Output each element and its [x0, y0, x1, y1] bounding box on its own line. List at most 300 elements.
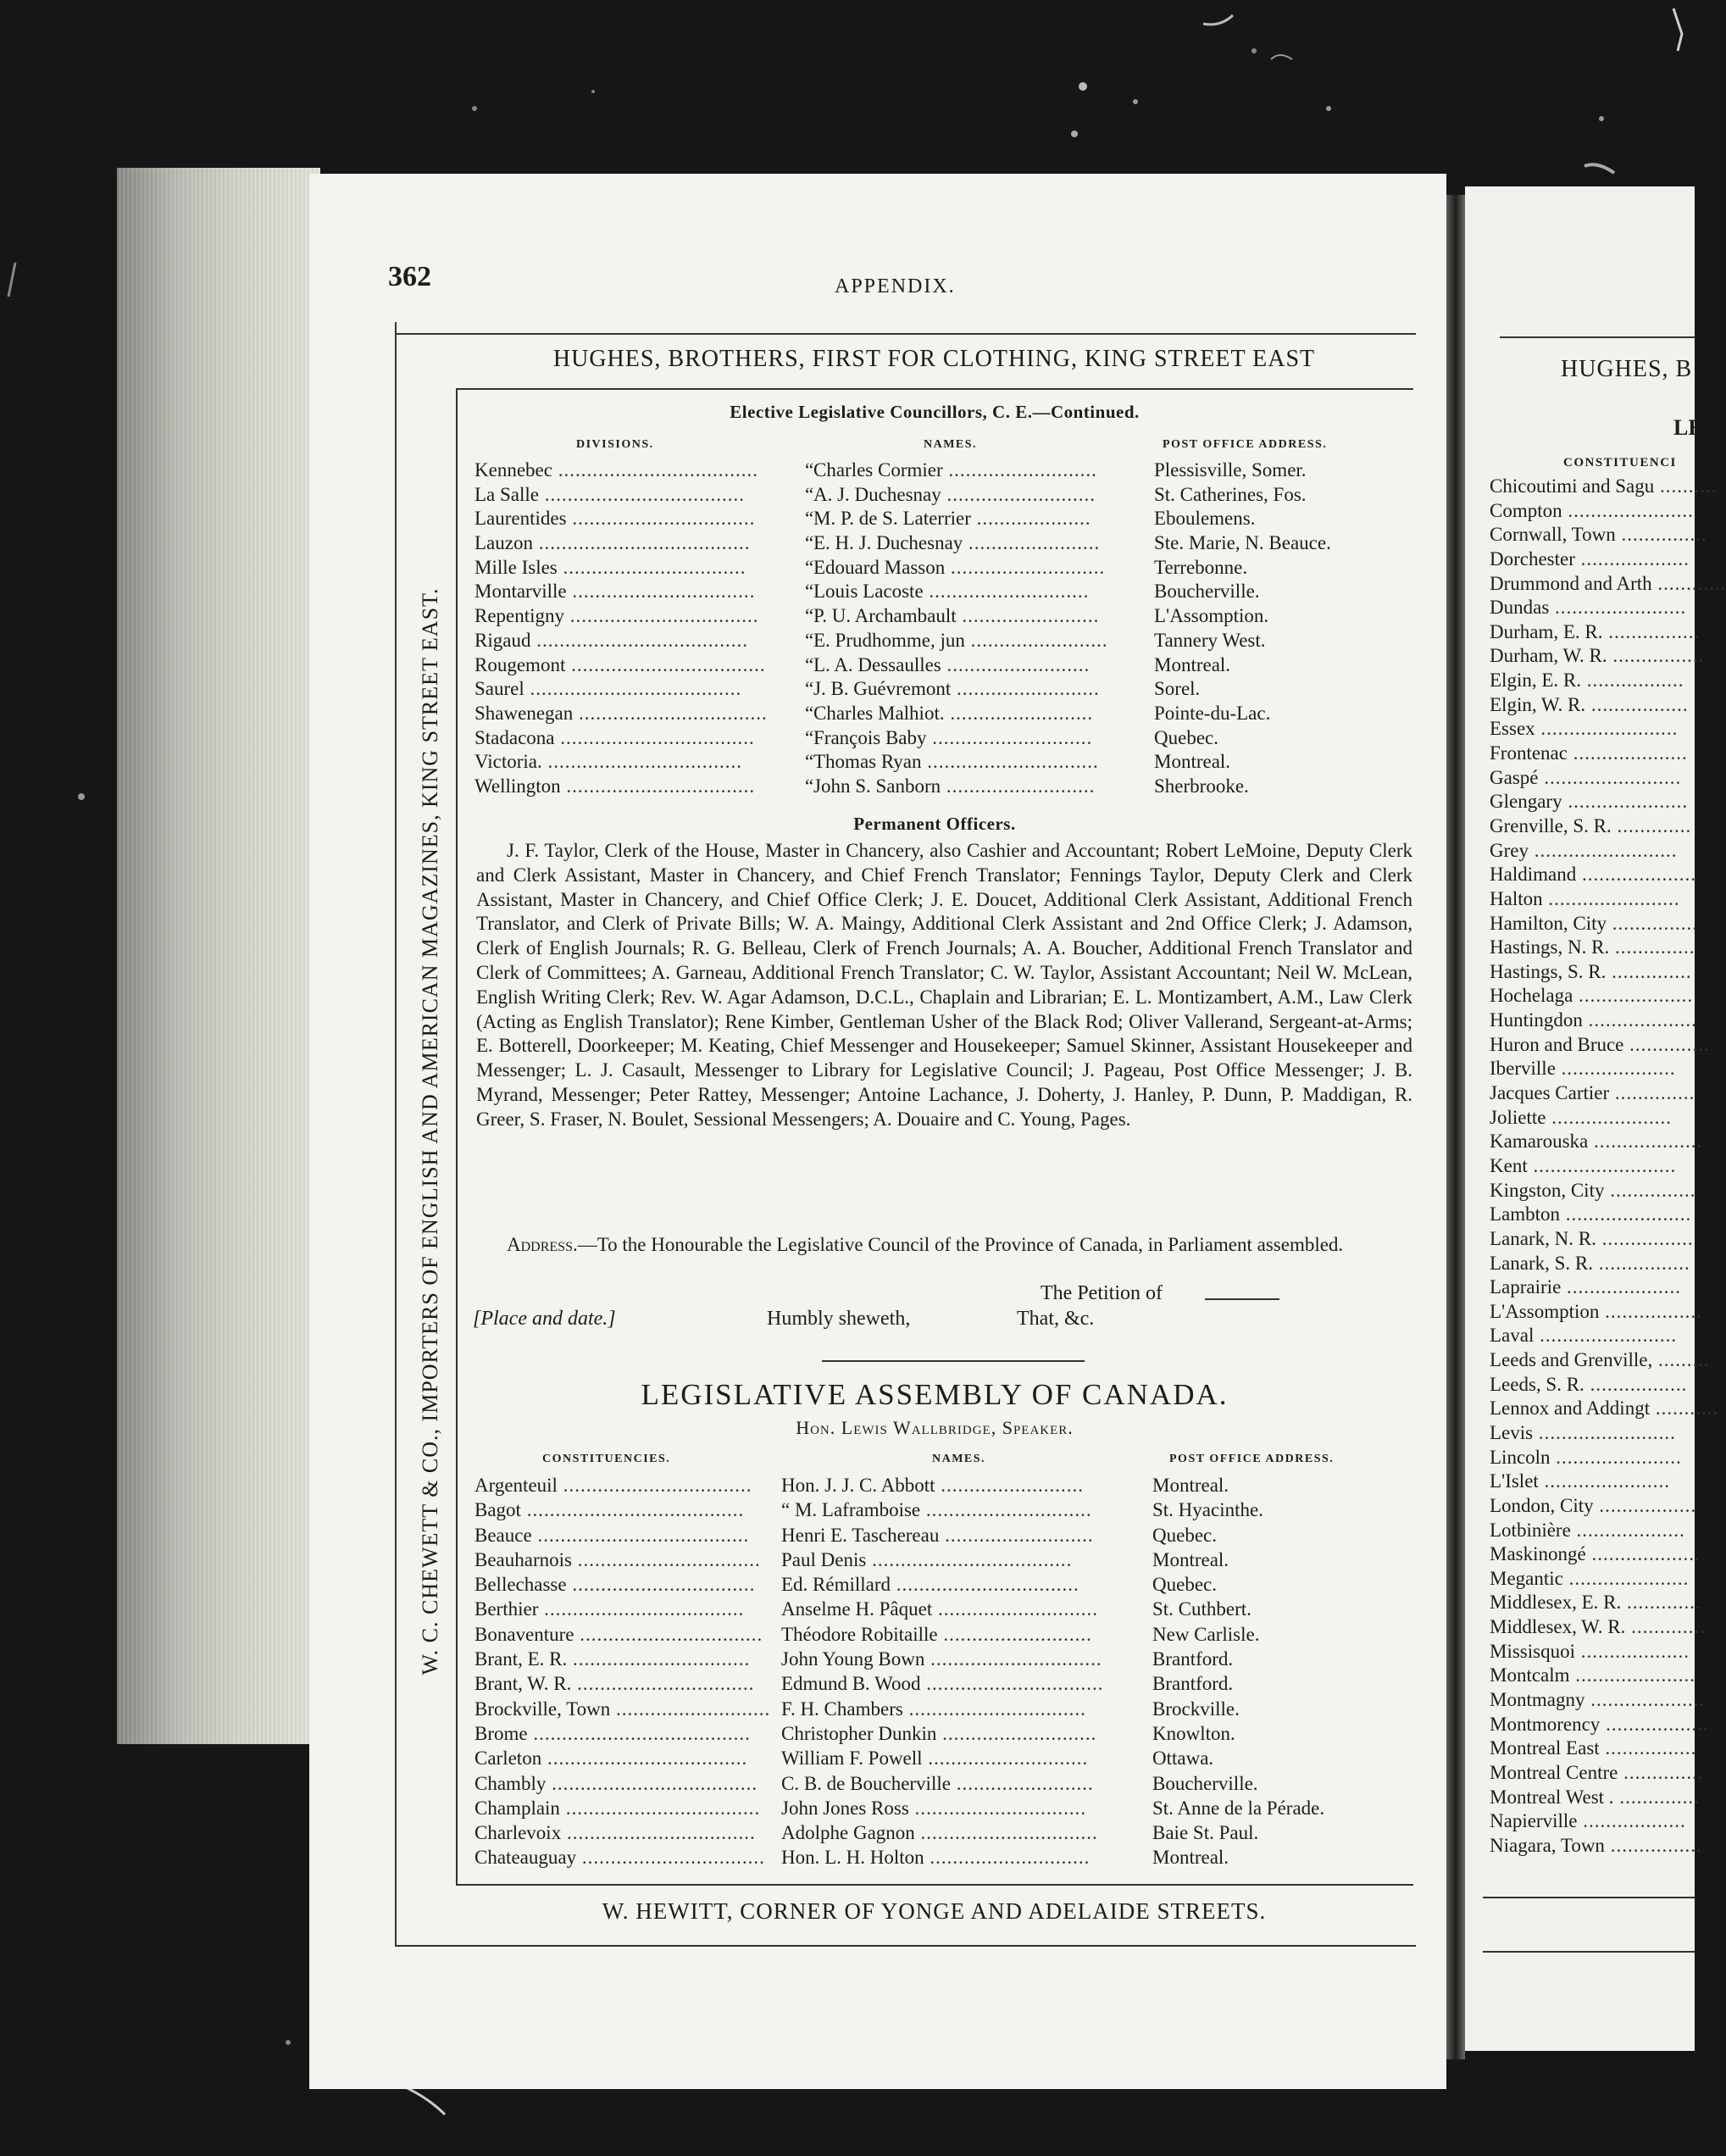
constituency-cell: [475, 1523, 749, 1548]
table-row: [475, 750, 1415, 775]
column-head-names: NAMES.: [932, 1453, 986, 1465]
post-office-address: Brantford.: [1152, 1648, 1234, 1670]
constituency-name: Grey: [1490, 839, 1529, 861]
constituency-name: Montmagny: [1490, 1689, 1585, 1711]
table-row: [475, 604, 1415, 629]
division-cell: [475, 726, 755, 751]
dot-leader: .................: [1599, 1300, 1702, 1322]
list-item: [1490, 717, 1710, 742]
right-page-ad: HUGHES, B: [1561, 356, 1693, 382]
table-row: [475, 1548, 1415, 1572]
ditto-mark: “: [805, 508, 814, 530]
list-item: [1490, 693, 1710, 718]
dot-leader: ......................: [1562, 499, 1694, 521]
name-cell: [813, 580, 1089, 604]
post-office-address: St. Cuthbert.: [1152, 1598, 1251, 1620]
dot-leader: ......................: [1550, 1446, 1682, 1468]
dot-leader: ...................: [1574, 1640, 1690, 1662]
officers-title: Permanent Officers.: [853, 814, 1016, 834]
constituency-name: Middlesex, E. R.: [1490, 1592, 1622, 1614]
constituency-name: Hastings, N. R.: [1490, 936, 1610, 959]
constituency-name: Hochelaga: [1490, 985, 1573, 1007]
list-item: [1490, 1761, 1710, 1786]
ditto-mark: “: [805, 678, 814, 700]
councillor-name: Thomas Ryan: [813, 751, 922, 773]
dot-leader: ............................: [932, 1598, 1098, 1620]
constituency-cell: [475, 1572, 755, 1597]
constituency-cell: [475, 1498, 744, 1522]
list-item: [1490, 960, 1710, 985]
dot-leader: ...................................: [539, 483, 745, 505]
table-row: [475, 483, 1415, 508]
dot-leader: ................: [1599, 1737, 1697, 1759]
name-cell: [781, 1671, 1103, 1696]
dot-leader: ................................: [566, 1574, 756, 1596]
dot-leader: ..........................: [941, 775, 1096, 797]
list-item: [1490, 1519, 1710, 1543]
dot-leader: ....................: [1567, 742, 1688, 764]
dot-leader: ............................: [926, 726, 1093, 748]
dot-leader: ..........................: [942, 459, 1097, 481]
division-name: Laurentides: [475, 508, 567, 530]
dot-leader: ...................: [1588, 1131, 1703, 1153]
list-item: [1490, 912, 1710, 936]
list-item: [1490, 863, 1710, 887]
dot-leader: ....................: [1561, 1276, 1682, 1298]
dot-leader: ....................: [1584, 1689, 1706, 1711]
dot-leader: ............: [1651, 572, 1726, 594]
constituency-name: Cornwall, Town: [1490, 524, 1616, 546]
place-and-date: [Place and date.]: [473, 1308, 616, 1330]
division-cell: [475, 483, 745, 508]
constituency-name: Montreal Centre: [1490, 1761, 1618, 1783]
dot-leader: ...................................: [866, 1548, 1073, 1570]
dot-leader: ...............................: [914, 1822, 1098, 1844]
dot-leader: ................: [1607, 645, 1705, 667]
constituency-name: Grenville, S. R.: [1490, 814, 1612, 836]
table-row: [475, 1647, 1415, 1671]
dot-leader: ...................: [1582, 1009, 1697, 1031]
post-office-address: St. Anne de la Pérade.: [1152, 1797, 1325, 1819]
ditto-mark: “: [805, 605, 814, 627]
constituency-name: Brant, E. R.: [475, 1648, 568, 1670]
page-number: 362: [388, 261, 431, 292]
ditto-mark: “: [805, 775, 814, 797]
running-head: APPENDIX.: [835, 275, 956, 297]
constituency-name: Chicoutimi and Sagu: [1490, 475, 1655, 497]
dot-leader: ....................: [1573, 985, 1694, 1007]
constituency-name: Glengary: [1490, 791, 1562, 813]
page-edge: [117, 168, 320, 1744]
list-item: [1490, 572, 1726, 597]
dot-leader: .................................: [573, 702, 768, 724]
division-cell: [475, 775, 755, 799]
assembly-title: LEGISLATIVE ASSEMBLY OF CANADA.: [641, 1378, 1229, 1411]
constituency-cell: [475, 1746, 747, 1770]
constituency-cell: [475, 1671, 754, 1696]
post-office-address: Sherbrooke.: [1154, 775, 1249, 797]
constituency-name: Niagara, Town: [1490, 1834, 1605, 1856]
name-cell: [781, 1771, 1094, 1796]
name-cell: [781, 1647, 1102, 1671]
dot-leader: ..............: [1623, 1033, 1710, 1055]
constituency-name: Lotbinière: [1490, 1519, 1571, 1541]
dot-leader: .............: [1621, 1592, 1701, 1614]
list-item: [1490, 1033, 1710, 1058]
dot-leader: ..............: [1609, 1082, 1695, 1104]
list-item: [1490, 1106, 1710, 1131]
member-name: Hon. L. H. Holton: [781, 1847, 924, 1869]
list-item: [1490, 1688, 1710, 1713]
table-row: [475, 1597, 1415, 1621]
petition-of-label: The Petition of: [1041, 1282, 1163, 1304]
constituency-name: Montcalm: [1490, 1664, 1570, 1686]
dot-leader: ..............: [1618, 1761, 1704, 1783]
dot-leader: ........................: [1534, 1325, 1678, 1347]
post-office-address: Montreal.: [1152, 1475, 1229, 1496]
list-item: [1490, 766, 1710, 791]
dot-leader: ...............................: [571, 1673, 755, 1695]
division-cell: [475, 580, 755, 604]
post-office-address: Ottawa.: [1152, 1748, 1214, 1770]
right-page-rule: [1483, 1951, 1695, 1953]
list-item: [1490, 1009, 1710, 1033]
name-cell: [813, 775, 1095, 799]
ditto-mark: “: [805, 459, 814, 481]
dot-leader: ................................: [576, 1847, 765, 1869]
name-cell: [781, 1597, 1098, 1621]
division-name: Mille Isles: [475, 556, 558, 578]
dot-leader: ..............................: [924, 1648, 1102, 1670]
member-name: Henri E. Taschereau: [781, 1524, 940, 1546]
post-office-address: Montreal.: [1152, 1548, 1229, 1570]
constituency-name: Hastings, S. R.: [1490, 960, 1607, 982]
councillor-name: L. A. Dessaulles: [813, 653, 941, 675]
constituency-name: Essex: [1490, 718, 1535, 740]
constituency-name: Huntingdon: [1490, 1009, 1583, 1031]
division-name: Victoria.: [475, 751, 542, 773]
constituency-cell: [475, 1820, 756, 1845]
dot-leader: ...........................: [945, 556, 1106, 578]
dot-leader: ..........................: [941, 483, 1096, 505]
dot-leader: ................: [1602, 620, 1701, 642]
dot-leader: ...................................: [541, 1748, 748, 1770]
dot-leader: ...............: [1607, 912, 1698, 934]
division-cell: [475, 458, 758, 483]
constituency-name: Chateauguay: [475, 1847, 577, 1869]
section-divider: [822, 1360, 1085, 1362]
dot-leader: ..............................: [921, 751, 1099, 773]
dot-leader: ..............: [1613, 1786, 1700, 1808]
post-office-address: Brantford.: [1152, 1673, 1234, 1695]
dot-leader: .........................: [935, 1475, 1084, 1496]
list-item: [1490, 1591, 1710, 1615]
dot-leader: .................: [1585, 693, 1689, 715]
column-head-address: POST OFFICE ADDRESS.: [1169, 1453, 1335, 1465]
post-office-address: Pointe-du-Lac.: [1154, 702, 1271, 724]
member-name: Paul Denis: [781, 1548, 867, 1570]
post-office-address: St. Catherines, Fos.: [1154, 483, 1307, 505]
division-name: Rougemont: [475, 653, 566, 675]
constituency-name: Dorchester: [1490, 547, 1575, 570]
list-item: [1490, 1300, 1710, 1325]
ditto-mark: “: [805, 629, 814, 651]
table-row: [475, 677, 1415, 702]
dot-leader: ...................: [1585, 1543, 1701, 1565]
dot-leader: .....................: [1562, 1567, 1690, 1589]
name-cell: [781, 1697, 1086, 1721]
councillor-name: M. P. de S. Laterrier: [813, 508, 971, 530]
constituency-name: Compton: [1490, 499, 1562, 521]
name-cell: [813, 604, 1099, 629]
constituency-name: Brant, W. R.: [475, 1673, 572, 1695]
member-name: Anselme H. Pâquet: [781, 1598, 933, 1620]
division-cell: [475, 750, 742, 775]
list-item: [1490, 1154, 1710, 1179]
division-name: Montarville: [475, 581, 567, 603]
dot-leader: ...........................: [610, 1698, 771, 1720]
dot-leader: .................: [1580, 670, 1684, 692]
councillor-name: Charles Cormier: [813, 459, 943, 481]
constituency-name: Frontenac: [1490, 742, 1568, 764]
constituency-name: Leeds and Grenville,: [1490, 1349, 1653, 1371]
dot-leader: .......................: [963, 532, 1101, 554]
list-item: [1490, 1275, 1710, 1300]
constituency-name: Drummond and Arth: [1490, 572, 1652, 594]
table-row: [475, 629, 1415, 653]
name-cell: [781, 1473, 1084, 1498]
dot-leader: .....................................: [531, 1524, 750, 1546]
division-cell: [475, 653, 766, 678]
dot-leader: .................: [1584, 1373, 1688, 1395]
ditto-mark: “: [805, 532, 814, 554]
list-item: [1490, 620, 1710, 645]
constituency-name: Durham, W. R.: [1490, 645, 1607, 667]
table-row: [475, 507, 1415, 531]
post-office-address: Sorel.: [1154, 678, 1201, 700]
dot-leader: ..................: [1577, 1810, 1686, 1832]
name-cell: [781, 1845, 1090, 1870]
constituency-name: Beauharnois: [475, 1548, 572, 1570]
book-gutter: [1446, 195, 1465, 2059]
list-item: [1490, 839, 1710, 864]
constituency-cell: [475, 1697, 770, 1721]
councillor-name: E. Prudhomme, jun: [813, 629, 965, 651]
list-item: [1490, 1324, 1710, 1348]
dot-leader: ...................: [1570, 1519, 1685, 1541]
dot-leader: .........................: [941, 653, 1091, 675]
constituency-name: Gaspé: [1490, 766, 1539, 788]
member-name: F. H. Chambers: [781, 1698, 903, 1720]
table-row: [475, 1721, 1415, 1746]
dot-leader: .....................: [1562, 791, 1689, 813]
name-cell: [781, 1721, 1096, 1746]
dot-leader: ................: [1596, 1227, 1694, 1249]
dot-leader: .............................: [920, 1499, 1092, 1521]
dot-leader: ............................: [924, 1847, 1091, 1869]
dot-leader: ....................: [970, 508, 1091, 530]
name-cell: [813, 629, 1108, 653]
constituency-cell: [475, 1771, 758, 1796]
list-item: [1490, 1736, 1710, 1761]
constituency-name: Lanark, S. R.: [1490, 1252, 1594, 1274]
dot-leader: ........................: [1538, 766, 1682, 788]
division-cell: [475, 604, 759, 629]
table-row: [475, 531, 1415, 556]
list-item: [1490, 1397, 1719, 1421]
dot-leader: ..................................: [565, 653, 766, 675]
constituency-name: Montreal East: [1490, 1737, 1600, 1759]
frame-rule-top: [395, 333, 1416, 335]
that-etc: That, &c.: [1017, 1308, 1095, 1330]
constituency-cell: [475, 1721, 751, 1746]
member-name: Ed. Rémillard: [781, 1574, 891, 1596]
dot-leader: ......................: [1560, 1203, 1692, 1225]
table-row: [475, 1845, 1415, 1870]
post-office-address: Ste. Marie, N. Beauce.: [1154, 532, 1331, 554]
post-office-address: Boucherville.: [1154, 581, 1260, 603]
dot-leader: ........................: [964, 629, 1108, 651]
constituency-cell: [475, 1622, 763, 1647]
councillors-title: Elective Legislative Councillors, C. E.—Continued.: [730, 402, 1140, 422]
right-page-rule: [1483, 1897, 1695, 1898]
name-cell: [813, 726, 1092, 751]
constituency-name: Kent: [1490, 1154, 1528, 1176]
address-text: —To the Honourable the Legislative Council of the Province of Canada, in Parliament assembled.: [577, 1234, 1344, 1255]
name-cell: [781, 1820, 1098, 1845]
dot-leader: ...................................: [538, 1598, 745, 1620]
councillors-table: [475, 458, 1415, 799]
member-name: C. B. de Boucherville: [781, 1772, 951, 1794]
dot-leader: ...............................: [567, 1648, 751, 1670]
ditto-mark: “: [805, 483, 814, 505]
name-cell: [813, 702, 1093, 726]
constituency-name: Beauce: [475, 1524, 532, 1546]
councillor-name: Edouard Masson: [813, 556, 946, 578]
table-row: [475, 702, 1415, 726]
column-head-names: NAMES.: [924, 438, 978, 451]
dot-leader: .....................: [1546, 1106, 1672, 1128]
councillor-name: A. J. Duchesnay: [813, 483, 941, 505]
dot-leader: ................................: [566, 508, 756, 530]
dot-leader: ................................: [891, 1574, 1079, 1596]
dot-leader: .........................: [951, 678, 1100, 700]
dot-leader: ........................: [950, 1772, 1094, 1794]
constituency-name: Haldimand: [1490, 864, 1577, 886]
dot-leader: ..........................: [937, 1623, 1092, 1645]
constituency-name: Brome: [475, 1722, 528, 1744]
division-name: Rigaud: [475, 629, 531, 651]
right-page-heading: LE: [1673, 415, 1703, 440]
list-item: [1490, 984, 1710, 1009]
member-name: Théodore Robitaille: [781, 1623, 938, 1645]
ditto-mark: “: [805, 581, 814, 603]
petition-blank-line: [1205, 1298, 1279, 1300]
name-cell: [781, 1622, 1092, 1647]
post-office-address: L'Assomption.: [1154, 605, 1269, 627]
division-cell: [475, 531, 750, 556]
constituency-name: Joliette: [1490, 1106, 1546, 1128]
list-item: [1490, 1567, 1710, 1592]
constituency-name: Lambton: [1490, 1203, 1561, 1225]
list-item: [1490, 1640, 1710, 1664]
list-item: [1490, 644, 1710, 669]
member-name: Christopher Dunkin: [781, 1722, 937, 1744]
dot-leader: ......................................: [527, 1722, 751, 1744]
division-name: La Salle: [475, 483, 539, 505]
list-item: [1490, 1446, 1710, 1470]
name-cell: [813, 653, 1090, 678]
list-item: [1490, 814, 1710, 839]
list-item: [1490, 669, 1710, 693]
list-item: [1490, 1081, 1710, 1106]
constituency-cell: [475, 1647, 750, 1671]
dot-leader: ...........................: [936, 1722, 1097, 1744]
dot-leader: .....................: [1569, 1664, 1696, 1686]
member-name: John Jones Ross: [781, 1797, 909, 1819]
councillor-name: John S. Sanborn: [813, 775, 941, 797]
list-item: [1490, 1203, 1710, 1227]
constituency-name: Elgin, E. R.: [1490, 670, 1581, 692]
name-cell: [781, 1548, 1072, 1572]
constituency-name: Hamilton, City: [1490, 912, 1607, 934]
dot-leader: ....................................: [546, 1772, 758, 1794]
constituency-cell: [475, 1548, 761, 1572]
constituency-name: Levis: [1490, 1421, 1534, 1443]
dot-leader: .....................................: [524, 678, 742, 700]
list-item: [1490, 547, 1710, 572]
dot-leader: ..............: [1606, 960, 1692, 982]
table-row: [475, 458, 1415, 483]
constituency-name: Halton: [1490, 887, 1543, 909]
dot-leader: .........: [1652, 1349, 1710, 1371]
table-row: [475, 1473, 1415, 1498]
post-office-address: Knowlton.: [1152, 1722, 1235, 1744]
dot-leader: ...............: [1615, 524, 1707, 546]
list-item: [1490, 1494, 1710, 1519]
dot-leader: .....................................: [530, 629, 748, 651]
division-cell: [475, 556, 746, 581]
list-item: [1490, 1470, 1710, 1494]
constituency-name: Jacques Cartier: [1490, 1082, 1610, 1104]
constituency-name: Iberville: [1490, 1058, 1556, 1080]
constituency-name: Brockville, Town: [475, 1698, 611, 1720]
division-cell: [475, 677, 741, 702]
ditto-mark: “: [805, 702, 814, 724]
post-office-address: Terrebonne.: [1154, 556, 1248, 578]
dot-leader: ............................: [922, 1748, 1089, 1770]
constituency-name: Chambly: [475, 1772, 547, 1794]
constituency-name: Maskinongé: [1490, 1543, 1586, 1565]
list-item: [1490, 1615, 1710, 1640]
dot-leader: ......................: [1538, 1470, 1671, 1492]
dot-leader: .......................: [1549, 597, 1687, 619]
constituency-cell: [475, 1473, 752, 1498]
list-item: [1490, 1713, 1710, 1737]
constituency-name: Kingston, City: [1490, 1179, 1605, 1201]
post-office-address: Eboulemens.: [1154, 508, 1256, 530]
dot-leader: ................................: [557, 556, 746, 578]
division-name: Saurel: [475, 678, 524, 700]
constituency-name: Leeds, S. R.: [1490, 1373, 1584, 1395]
humbly-sheweth: Humbly sheweth,: [767, 1308, 911, 1330]
dot-leader: ..........................: [939, 1524, 1094, 1546]
ditto-mark: “: [805, 653, 814, 675]
post-office-address: Boucherville.: [1152, 1772, 1258, 1794]
dot-leader: ............................: [923, 581, 1090, 603]
assembly-table: [475, 1473, 1415, 1870]
name-cell: [813, 750, 1099, 775]
